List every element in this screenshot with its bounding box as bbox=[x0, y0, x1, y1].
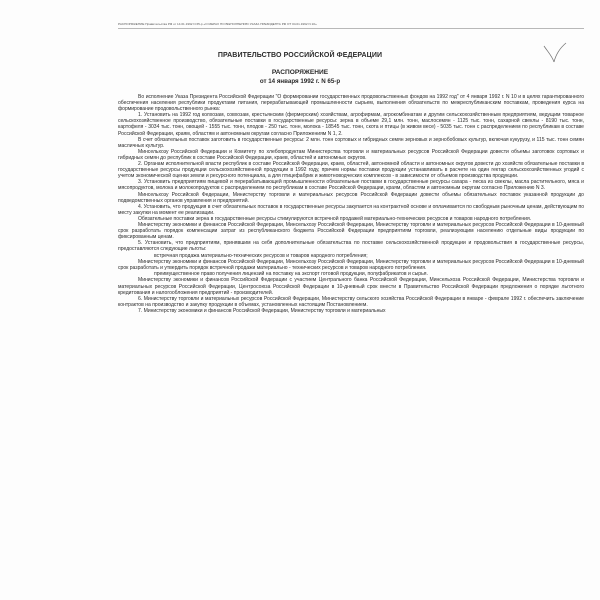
document-date: от 14 января 1992 г. N 65-р bbox=[259, 78, 341, 85]
running-header: РАСПОРЯЖЕНИЕ Правительства РФ от 14.01.1992 N 65-р «О МЕРАХ ПО ВЫПОЛНЕНИЮ УКАЗА ПРЕЗИДЕНТА РФ ОТ 04.01.1992 N 10» bbox=[118, 22, 317, 26]
paragraph: В счет обязательных поставок заготовить в государственные ресурсы: 2 млн. тонн сортовых и гибридных семян зерновых и зернобобовых культур, включая кукурузу, и 115 тыс. тонн семян масличных культур. bbox=[118, 136, 584, 149]
document-body bbox=[118, 94, 584, 594]
document-type: РАСПОРЯЖЕНИЕ bbox=[271, 69, 329, 76]
paragraph: Министерству экономики и финансов Российской Федерации с участием Центрального банка Российской Федерации, Минсельхоза Российской Федерации, Министерства торговли и материальных ресурсов Российской Федерации, Центросоюза Российской Федерации в 10-дневный срок внести в Правительство Российской Федерации предложения о порядке льготного кредитования и налогообложения предприятий - производителей. bbox=[118, 277, 584, 296]
paragraph: Министерству экономики и финансов Российской Федерации, Минсельхозу Российской Федерации, Министерству торговли и материальных ресурсов Российской Федерации в 10-дневный срок разработать порядок компенсации затрат из республиканского бюджета Российской Федерации предприятиям торговли, реализующим населению отдельные виды продукции по фиксированным ценам. bbox=[118, 221, 584, 241]
paragraph: Минсельхозу Российской Федерации и Комитету по хлебопродуктам Министерства торговли и материальных ресурсов Российской Федерации довести объемы заготовок сортовых и гибридных семян до республик в составе Российской Федерации, краев, областей и автономных округов. bbox=[118, 148, 584, 161]
paragraph: Во исполнение Указа Президента Российской Федерации "О формировании государственных продовольственных фондов на 1992 год" от 4 января 1992 г. N 10 и в целях гарантированного обеспечения населения республики продуктами питания, перерабатывающей промышленности сырьем, выполнения обязательств по межреспубликанским поставкам, проведения курса на формирование продовольственного рынка: bbox=[118, 94, 584, 113]
paragraph: 3. Установить предприятиям пищевой и перерабатывающей промышленности обязательные поставки в государственные ресурсы сахара - песка из свеклы, масла растительного, мяса и мясопродуктов, молока и молокопродуктов с распределением по республикам в составе Российской Федерации, краям, областям и автономным округам согласно Приложению N 3. bbox=[118, 179, 584, 192]
paragraph: Обязательные поставки зерна в государственные ресурсы стимулируются встречной продажей материально-технических ресурсов и товаров народного потребления. bbox=[138, 215, 532, 222]
paragraph: встречная продажа материально-технических ресурсов и товаров народного потребления; bbox=[154, 253, 368, 260]
paragraph: 6. Министерству торговли и материальных ресурсов Российской Федерации, Министерству сельского хозяйства Российской Федерации в январе - феврале 1992 г. обеспечить заключение контрактов на производство и закупку продукции в объемах, установленных настоящим Постановлением. bbox=[118, 295, 584, 308]
paragraph: 4. Установить, что продукция в счет обязательных поставок в государственные ресурсы закупается на контрактной основе и оплачивается по свободным рыночным ценам, действующим по месту закупки на момент ее реализации. bbox=[118, 203, 584, 216]
header-divider bbox=[118, 28, 584, 29]
paragraph: 7. Министерству экономики и финансов Российской Федерации, Министерству торговли и материальных bbox=[138, 307, 386, 314]
paragraph: 2. Органам исполнительной власти республик в составе Российской Федерации, краев, областей, автономной области и автономных округов довести до хозяйств обязательные поставки в государственные ресурсы продукции сельскохозяйственной продукции в 1992 году, причем нормы поставки продукции устанавливать в расчете на один гектар сельскохозяйственных угодий с учетом экономической оценки земли и ресурсного потенциала, а для птицефабрик и животноводческих комплексов - в зависимости от объемов производства продукции. bbox=[118, 161, 584, 180]
paragraph: преимущественное право получения лицензий на поставку на экспорт готовой продукции, полуфабрикатов и сырья. bbox=[154, 271, 428, 278]
paragraph: 5. Установить, что предприятиям, принявшим на себя дополнительные обязательства по поставке сельскохозяйственной продукции и продовольствия в государственные ресурсы, предоставляются следующие льготы: bbox=[118, 240, 584, 253]
document-title: ПРАВИТЕЛЬСТВО РОССИЙСКОЙ ФЕДЕРАЦИИ bbox=[217, 52, 383, 59]
handwritten-mark-icon bbox=[540, 40, 570, 66]
paragraph: Министерству экономики и финансов Российской Федерации, Минсельхозу Российской Федерации, Министерству торговли и материальных ресурсов Российской Федерации в 10-дневный срок разработать и утвердить порядок встречной продажи материально - технических ресурсов и товаров народного потребления. bbox=[118, 259, 584, 272]
paragraph: Минсельхозу Российской Федерации, Министерству торговли и материальных ресурсов Российской Федерации довести объемы обязательных поставок указанной продукции до подведомственных органов управления и предприятий. bbox=[118, 191, 584, 204]
paragraph: 1. Установить на 1992 год колхозам, совхозам, крестьянским (фермерским) хозяйствам, агрофирмам, агрокомбинатам и другим сельскохозяйственным предприятиям, ведущим товарное сельскохозяйственное производство, обязательные поставки в государственные ресурсы: зерна в объеме 29,1 млн. тонн, маслосемян - 1125 тыс. тонн, сахарной свеклы - 8190 тыс. тонн, картофеля - 3034 тыс. тонн, овощей - 1555 тыс. тонн, плодов - 250 тыс. тонн, молока - 18545 тыс. тонн, скота и птицы (в живом весе) - 5035 тыс. тонн с распределением по республикам в составе Российской Федерации, краям, областям и автономным округам согласно Приложениям N 1, 2. bbox=[118, 112, 584, 137]
